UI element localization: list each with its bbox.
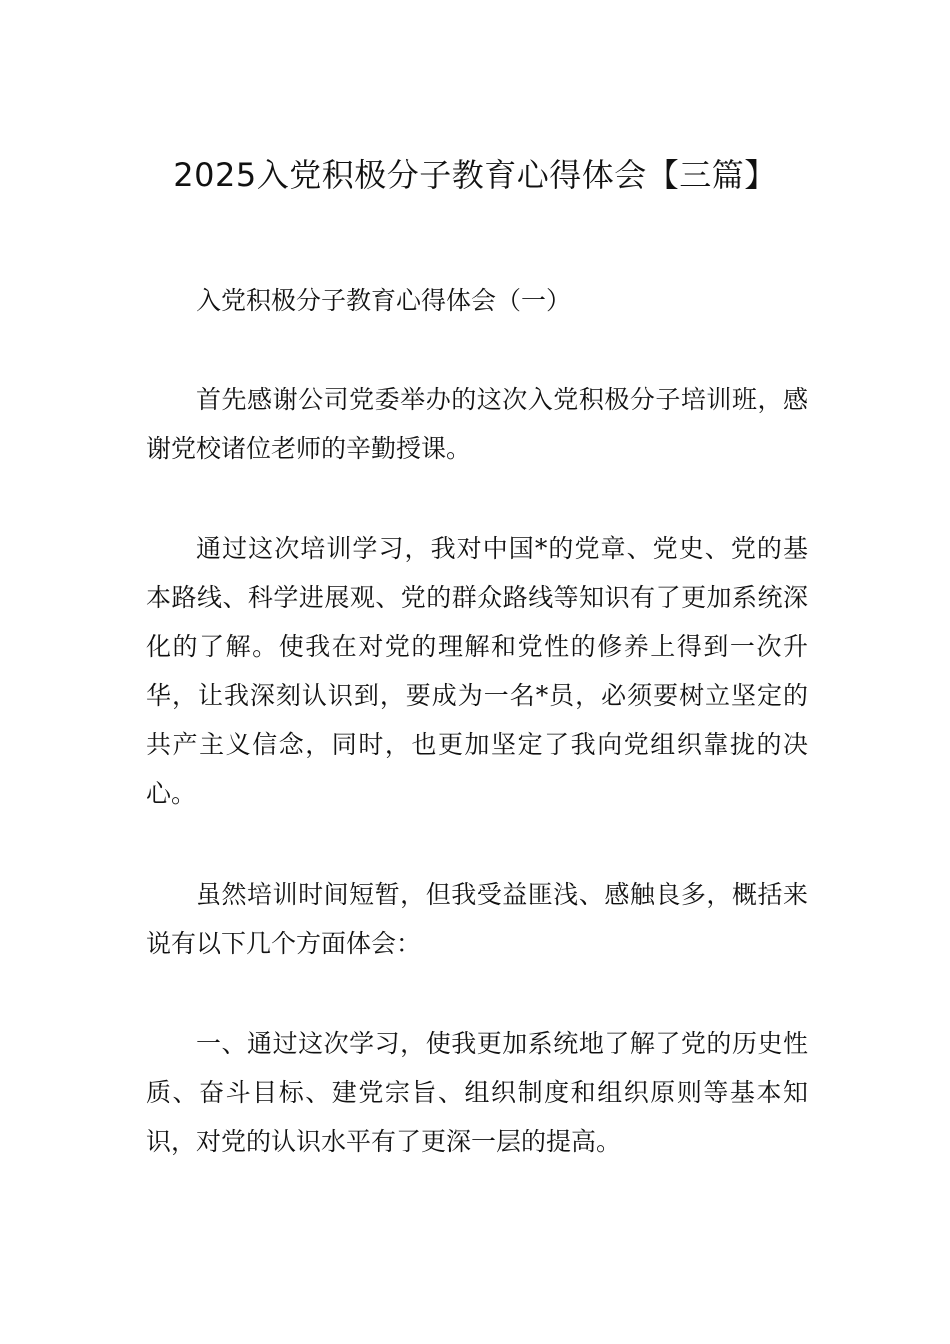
document-title: 2025入党积极分子教育心得体会【三篇】 [173, 156, 777, 194]
paragraph-point-one: 一、通过这次学习，使我更加系统地了解了党的历史性质、奋斗目标、建党宗旨、组织制度和组织原则等基本知识，对党的认识水平有了更深一层的提高。 [146, 1029, 808, 1156]
paragraph-training-study: 通过这次培训学习，我对中国*的党章、党史、党的基本路线、科学进展观、党的群众路线等知识有了更加系统深化的了解。使我在对党的理解和党性的修养上得到一次升华，让我深刻认识到，要成为一名*员，必须要树立坚定的共产主义信念，同时，也更加坚定了我向党组织靠拢的决心。 [146, 534, 808, 808]
section-heading-one: 入党积极分子教育心得体会（一） [196, 286, 572, 315]
paragraph-summary-intro: 虽然培训时间短暂，但我受益匪浅、感触良多，概括来说有以下几个方面体会： [146, 880, 808, 958]
paragraph-thanks: 首先感谢公司党委举办的这次入党积极分子培训班，感谢党校诸位老师的辛勤授课。 [146, 385, 808, 463]
